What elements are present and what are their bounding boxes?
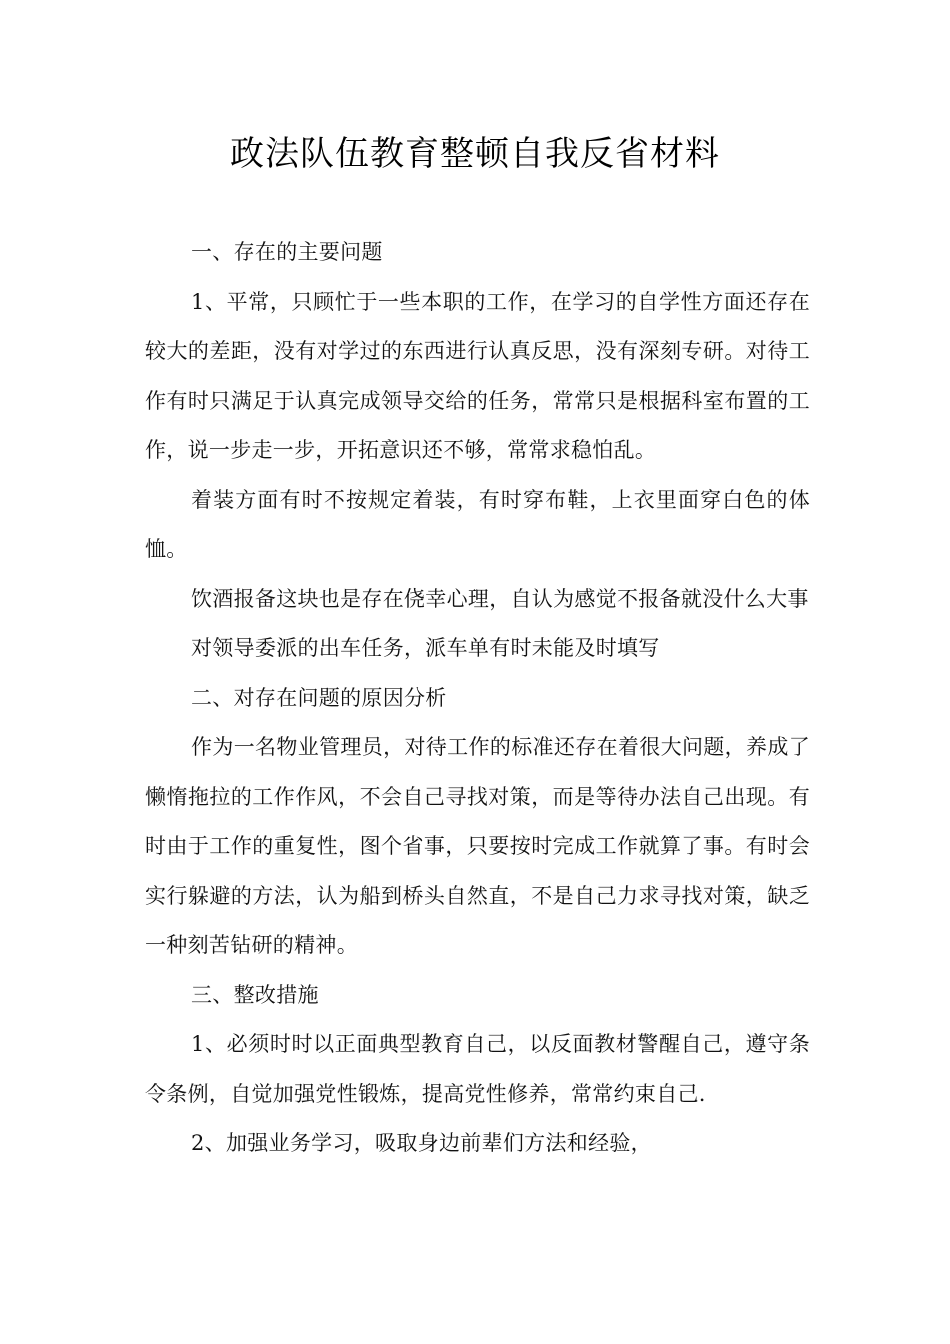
paragraph-problem-1: 1、平常，只顾忙于一些本职的工作，在学习的自学性方面还存在较大的差距，没有对学过的东西进行认真反思，没有深刻专研。对待工作有时只满足于认真完成领导交给的任务，常常只是根据科室布置的工作，说一步走一步，开拓意识还不够，常常求稳怕乱。	[145, 289, 810, 462]
section-heading-causes: 二、对存在问题的原因分析	[191, 685, 447, 710]
section-heading-measures: 三、整改措施	[191, 982, 319, 1007]
document-body	[145, 228, 810, 1169]
document-title: 政法队伍教育整顿自我反省材料	[230, 134, 720, 174]
section-heading-problems: 一、存在的主要问题	[191, 240, 383, 264]
paragraph-dispatch-form: 对领导委派的出车任务，派车单有时未能及时填写	[191, 636, 660, 660]
paragraph-measure-2: 2、加强业务学习，吸取身边前辈们方法和经验，	[191, 1131, 652, 1155]
paragraph-drinking-report: 饮酒报备这块也是存在侥幸心理，自认为感觉不报备就没什么大事	[191, 586, 809, 611]
paragraph-causes: 作为一名物业管理员，对待工作的标准还存在着很大问题，养成了懒惰拖拉的工作作风，不会自己寻找对策，而是等待办法自己出现。有时由于工作的重复性，图个省事，只要按时完成工作就算了事。有时会实行躲避的方法，认为船到桥头自然直，不是自己力求寻找对策，缺乏一种刻苦钻研的精神。	[145, 735, 810, 957]
paragraph-dress-code: 着装方面有时不按规定着装，有时穿布鞋，上衣里面穿白色的体恤。	[145, 487, 810, 561]
paragraph-measure-1: 1、必须时时以正面典型教育自己，以反面教材警醒自己，遵守条令条例，自觉加强党性锻炼，提高党性修养，常常约束自己.	[145, 1032, 810, 1106]
